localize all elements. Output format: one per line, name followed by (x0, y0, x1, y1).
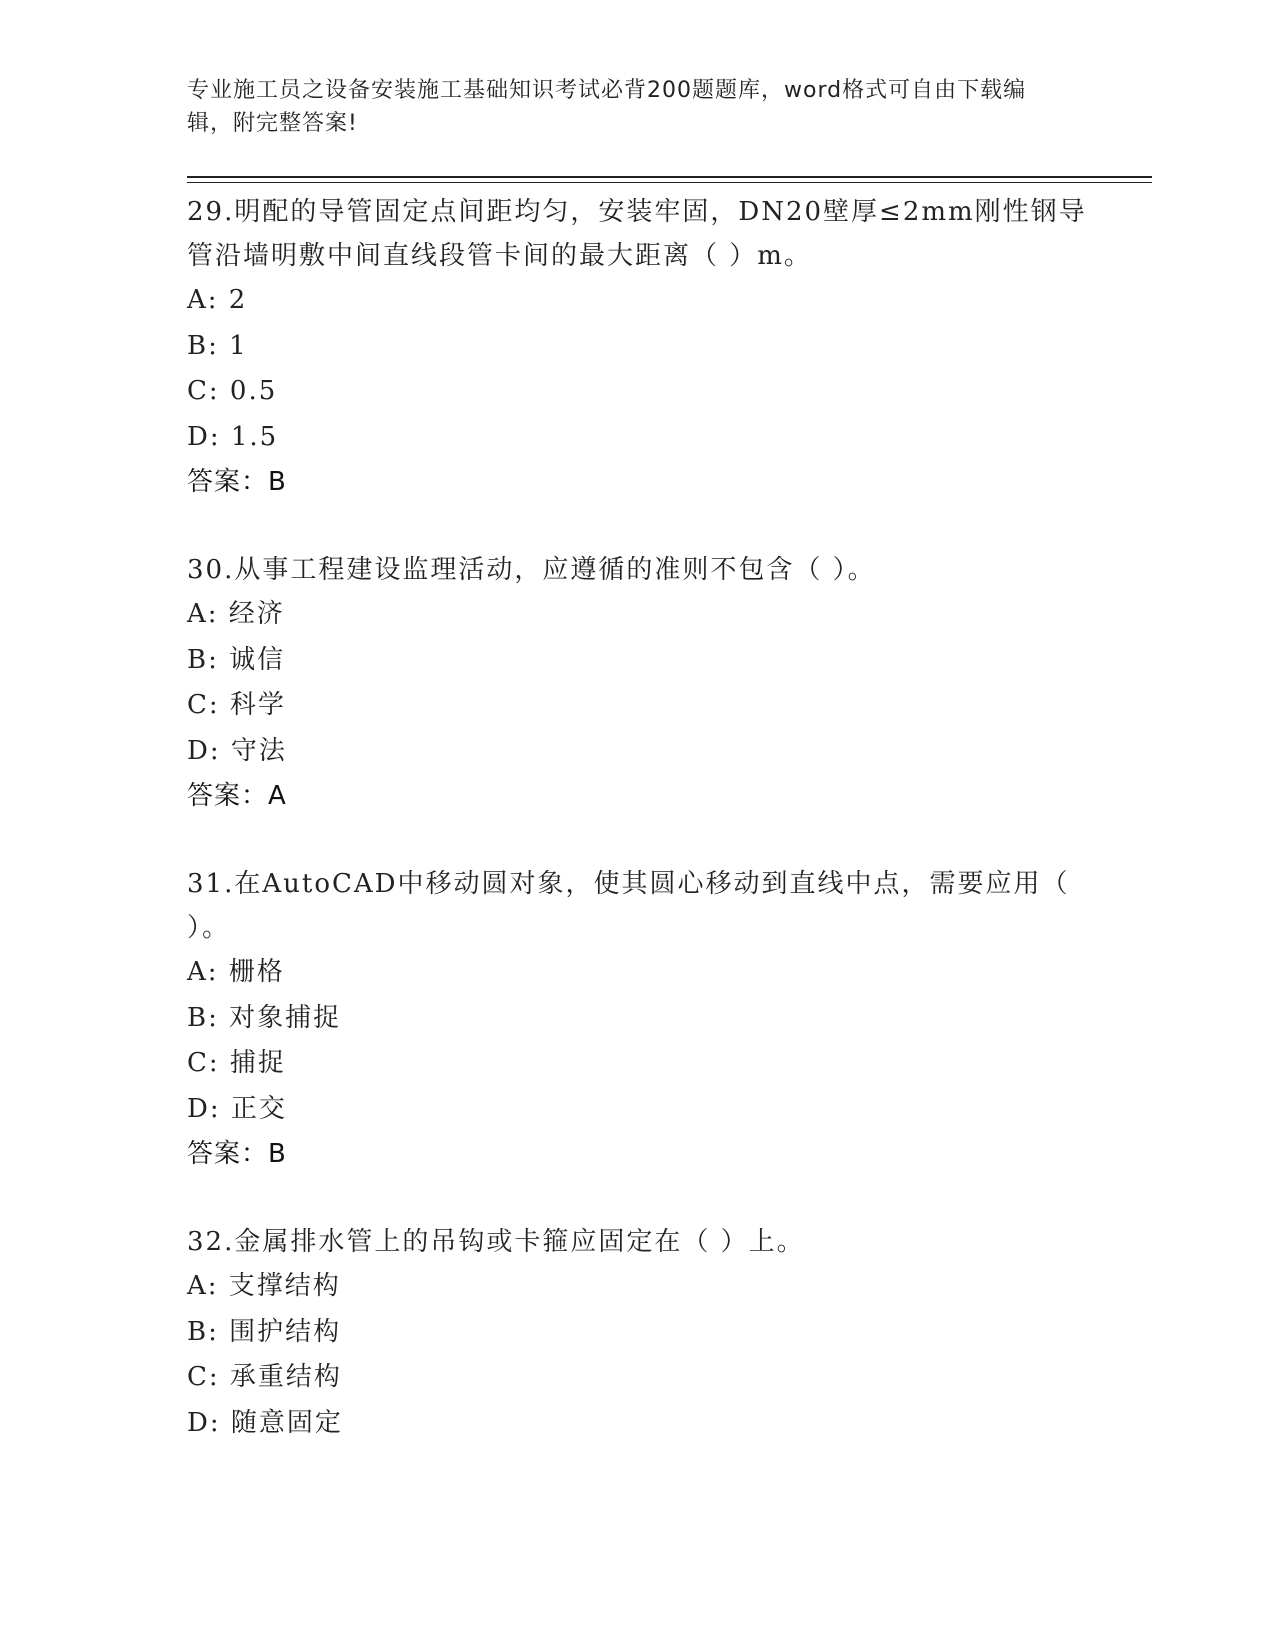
option-d: D: 随意固定 (187, 1407, 343, 1438)
document-header: 专业施工员之设备安装施工基础知识考试必背200题题库，word格式可自由下载编辑，附完整答案! (187, 78, 1027, 136)
question-31 (187, 862, 1087, 1176)
option-c: C: 科学 (187, 690, 286, 720)
option-c: C: 承重结构 (187, 1362, 342, 1392)
option-b: B: 1 (187, 330, 248, 361)
answer: 答案：B (187, 1139, 287, 1169)
option-a: A: 栅格 (187, 957, 285, 987)
option-b: B: 诚信 (187, 644, 286, 675)
option-d: D: 正交 (187, 1093, 287, 1124)
header-divider-thin (187, 182, 1152, 183)
question-32 (187, 1220, 1087, 1446)
answer: 答案：B (187, 467, 287, 497)
question-stem: 30.从事工程建设监理活动，应遵循的准则不包含（ ）。 (187, 555, 876, 585)
answer: 答案：A (187, 781, 287, 811)
question-stem: 31.在AutoCAD中移动圆对象，使其圆心移动到直线中点，需要应用（ ）。 (187, 869, 1070, 943)
option-a: A: 2 (187, 285, 248, 315)
option-a: A: 经济 (187, 599, 285, 629)
option-d: D: 守法 (187, 735, 287, 766)
question-29 (187, 190, 1087, 504)
question-stem: 32.金属排水管上的吊钩或卡箍应固定在（ ）上。 (187, 1227, 805, 1257)
question-stem: 29.明配的导管固定点间距均匀，安装牢固，DN20壁厚≤2mm刚性钢导管沿墙明敷中间直线段管卡间的最大距离（ ）m。 (187, 197, 1087, 271)
option-b: B: 围护结构 (187, 1316, 342, 1347)
option-a: A: 支撑结构 (187, 1271, 341, 1301)
question-30 (187, 548, 1087, 818)
question-list (187, 190, 1087, 1446)
option-c: C: 0.5 (187, 376, 278, 406)
option-d: D: 1.5 (187, 421, 279, 452)
header-divider-thick (187, 176, 1152, 178)
option-b: B: 对象捕捉 (187, 1002, 342, 1033)
option-c: C: 捕捉 (187, 1048, 286, 1078)
